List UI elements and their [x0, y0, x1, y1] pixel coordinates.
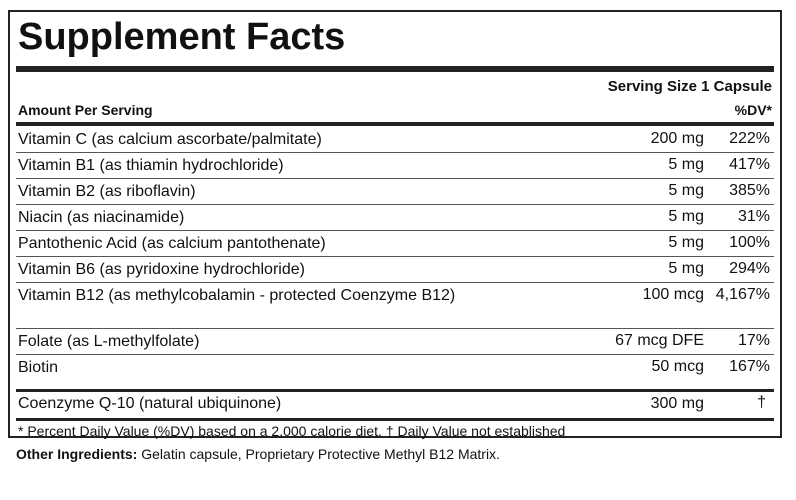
nutrient-amount: 5 mg: [668, 234, 704, 251]
nutrient-dv: 222%: [729, 130, 770, 147]
nutrient-dv: 385%: [729, 182, 770, 199]
coenzyme-name: Coenzyme Q-10 (natural ubiquinone): [18, 395, 282, 412]
nutrient-dv: 31%: [737, 208, 770, 225]
nutrient-row: [16, 329, 774, 355]
nutrient-row: [16, 153, 774, 179]
nutrient-amount: 50 mcg: [651, 358, 704, 375]
nutrient-name: Folate (as L-methylfolate): [18, 333, 200, 350]
nutrient-name: Biotin: [18, 359, 59, 376]
nutrient-name: Pantothenic Acid (as calcium pantothenate): [18, 235, 326, 252]
supplement-facts-panel: [8, 10, 782, 438]
nutrient-row: [16, 127, 774, 153]
footer-divider: [16, 418, 774, 421]
nutrient-amount: 5 mg: [668, 260, 704, 277]
amount-per-serving-header: Amount Per Serving: [18, 102, 153, 118]
nutrient-amount: 200 mg: [650, 130, 704, 147]
nutrient-row: [16, 283, 774, 329]
nutrient-dv: 4,167%: [715, 286, 770, 303]
panel-title: Supplement Facts: [18, 16, 346, 58]
nutrient-dv: 100%: [729, 234, 770, 251]
nutrient-name: Vitamin B1 (as thiamin hydrochloride): [18, 157, 284, 174]
nutrient-row: [16, 257, 774, 283]
nutrient-row: [16, 179, 774, 205]
coenzyme-row: [16, 393, 774, 417]
nutrient-name: Vitamin C (as calcium ascorbate/palmitate): [18, 131, 322, 148]
coenzyme-dv: †: [757, 394, 766, 411]
nutrient-dv: 417%: [729, 156, 770, 173]
section-divider: [16, 389, 774, 392]
dv-footnote: * Percent Daily Value (%DV) based on a 2,000 calorie diet. † Daily Value not established: [18, 423, 566, 439]
nutrient-amount: 5 mg: [668, 182, 704, 199]
nutrient-row: [16, 205, 774, 231]
nutrient-dv: 294%: [729, 260, 770, 277]
nutrient-amount: 100 mcg: [642, 286, 704, 303]
nutrient-name: Vitamin B6 (as pyridoxine hydrochloride): [18, 261, 305, 278]
nutrient-rows: [10, 127, 780, 380]
nutrient-dv: 167%: [729, 358, 770, 375]
nutrient-amount: 67 mcg DFE: [615, 332, 704, 349]
nutrient-row: [16, 355, 774, 380]
nutrient-name: Niacin (as niacinamide): [18, 209, 185, 226]
nutrient-amount: 5 mg: [668, 156, 704, 173]
thick-divider: [16, 66, 774, 72]
nutrient-dv: 17%: [737, 332, 770, 349]
coenzyme-amount: 300 mg: [650, 395, 704, 412]
nutrient-amount: 5 mg: [668, 208, 704, 225]
nutrient-name: Vitamin B2 (as riboflavin): [18, 183, 196, 200]
serving-size: Serving Size 1 Capsule: [607, 78, 772, 95]
other-ingredients-label: Other Ingredients:: [16, 446, 138, 462]
medium-divider: [16, 122, 774, 126]
other-ingredients: [16, 446, 500, 462]
other-ingredients-text: Gelatin capsule, Proprietary Protective Methyl B12 Matrix.: [137, 446, 500, 462]
nutrient-name: Vitamin B12 (as methylcobalamin - protected Coenzyme B12): [18, 287, 456, 304]
nutrient-row: [16, 231, 774, 257]
dv-header: %DV*: [734, 102, 772, 118]
